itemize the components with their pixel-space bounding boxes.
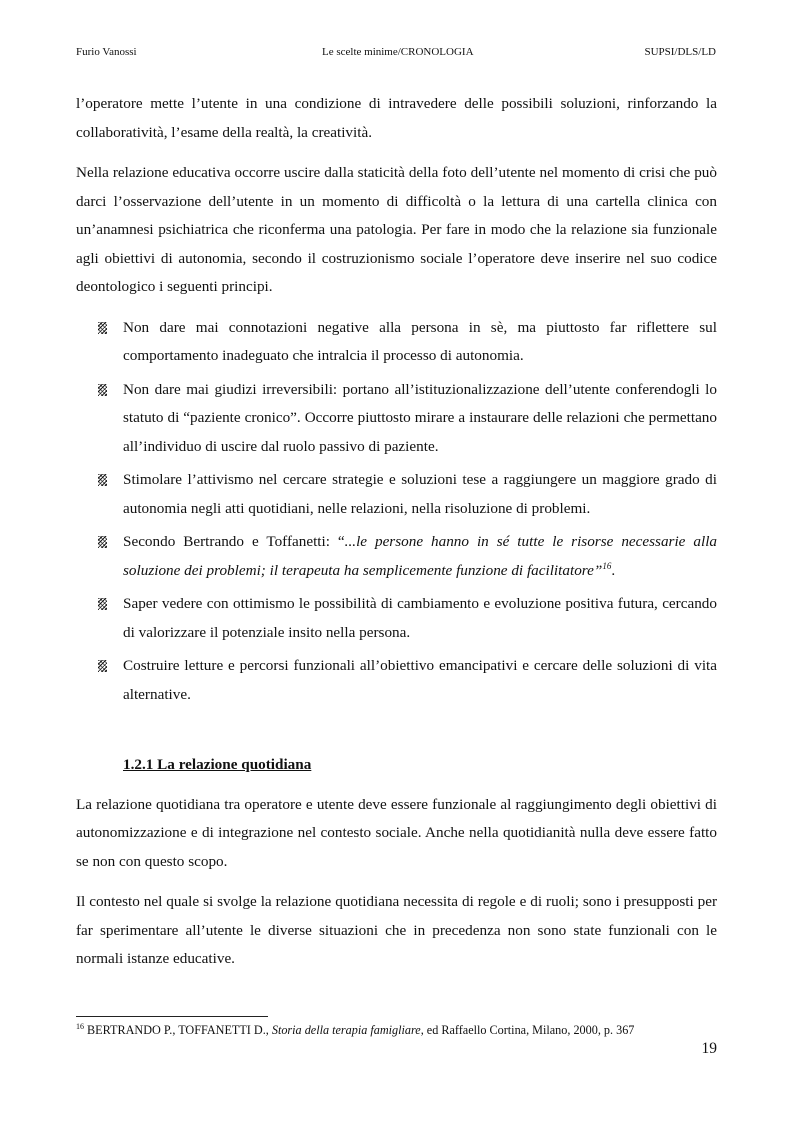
footnote-reference[interactable]: 16 <box>602 560 612 571</box>
footnote-book-title: Storia della terapia famigliare <box>271 1023 421 1037</box>
quote-end: . <box>611 561 616 579</box>
header-title: Le scelte minime/CRONOLOGIA <box>322 46 474 58</box>
paragraph: Nella relazione educativa occorre uscire dalla staticità della foto dell’utente nel momento di crisi che può darci l’osservazione dell’utente in un momento di difficoltà o la lettura di una cartella clinica con un’anamnesi psichiatrica che riconferma una patologia. Per fare in modo che la relazione sia funzionale agli obiettivi di autonomia, secondo il costruzionismo sociale l’operatore deve inserire nel suo codice deontologico i seguenti principi. <box>76 164 717 295</box>
list-item <box>76 314 717 371</box>
page-header <box>76 46 716 62</box>
footnote-authors: BERTRANDO P., TOFFANETTI D., <box>84 1023 272 1037</box>
quote-text: ...le persone hanno in sé tutte le risorse necessarie alla soluzione dei problemi; il terapeuta ha semplicemente funzione di facilitatore” <box>123 533 718 579</box>
principles-list <box>76 314 717 710</box>
list-item-text: Costruire letture e percorsi funzionali all’obiettivo emancipativi e cercare delle soluzioni di vita alternative. <box>123 657 717 703</box>
list-item <box>76 528 717 585</box>
hatched-bullet-icon <box>98 536 107 548</box>
hatched-bullet-icon <box>98 322 107 334</box>
hatched-bullet-icon <box>98 598 107 610</box>
main-text <box>76 90 717 986</box>
list-item <box>76 466 717 523</box>
paragraph: Il contesto nel quale si svolge la relazione quotidiana necessita di regole e di ruoli; sono i presupposti per far sperimentare all’utente le diverse situazioni che in precedenza non sono state funzionali con le normali istanze educative. <box>76 893 717 967</box>
list-item <box>76 376 717 462</box>
hatched-bullet-icon <box>98 660 107 672</box>
paragraph: l’operatore mette l’utente in una condizione di intravedere delle possibili soluzioni, rinforzando la collaboratività, l’esame della realtà, la creatività. <box>76 95 717 141</box>
section-heading: 1.2.1 La relazione quotidiana <box>123 756 312 773</box>
list-item <box>76 652 717 709</box>
footnote-divider <box>76 1016 268 1017</box>
hatched-bullet-icon <box>98 474 107 486</box>
quote-lead: Secondo Bertrando e Toffanetti: “ <box>123 533 345 550</box>
footnote-number: 16 <box>76 1021 84 1031</box>
list-item-text: Non dare mai connotazioni negative alla persona in sè, ma piuttosto far riflettere sul comportamento inadeguato che intralcia il processo di autonomia. <box>123 318 717 364</box>
footnote <box>76 1022 726 1038</box>
hatched-bullet-icon <box>98 384 107 396</box>
header-author: Furio Vanossi <box>76 46 137 58</box>
footnote-publisher: , ed Raffaello Cortina, Milano, 2000, p. 367 <box>420 1023 635 1037</box>
header-institution: SUPSI/DLS/LD <box>644 46 716 58</box>
paragraph: La relazione quotidiana tra operatore e utente deve essere funzionale al raggiungimento degli obiettivi di autonomizzazione e di integrazione nel contesto sociale. Anche nella quotidianità nulla deve essere fatto se non con questo scopo. <box>76 795 717 870</box>
list-item-text: Saper vedere con ottimismo le possibilità di cambiamento e evoluzione positiva futura, cercando di valorizzare il potenziale insito nella persona. <box>123 595 717 641</box>
page-number: 19 <box>701 1040 717 1057</box>
list-item <box>76 590 717 647</box>
list-item-text: Non dare mai giudizi irreversibili: portano all’istituzionalizzazione dell’utente conferendogli lo statuto di “paziente cronico”. Occorre piuttosto mirare a instaurare delle relazioni che permettano all’individuo di uscire dal ruolo passivo di paziente. <box>123 380 717 455</box>
list-item-text: Stimolare l’attivismo nel cercare strategie e soluzioni tese a raggiungere un maggiore grado di autonomia negli atti quotidiani, nelle relazioni, nella risoluzione di problemi. <box>123 471 717 517</box>
